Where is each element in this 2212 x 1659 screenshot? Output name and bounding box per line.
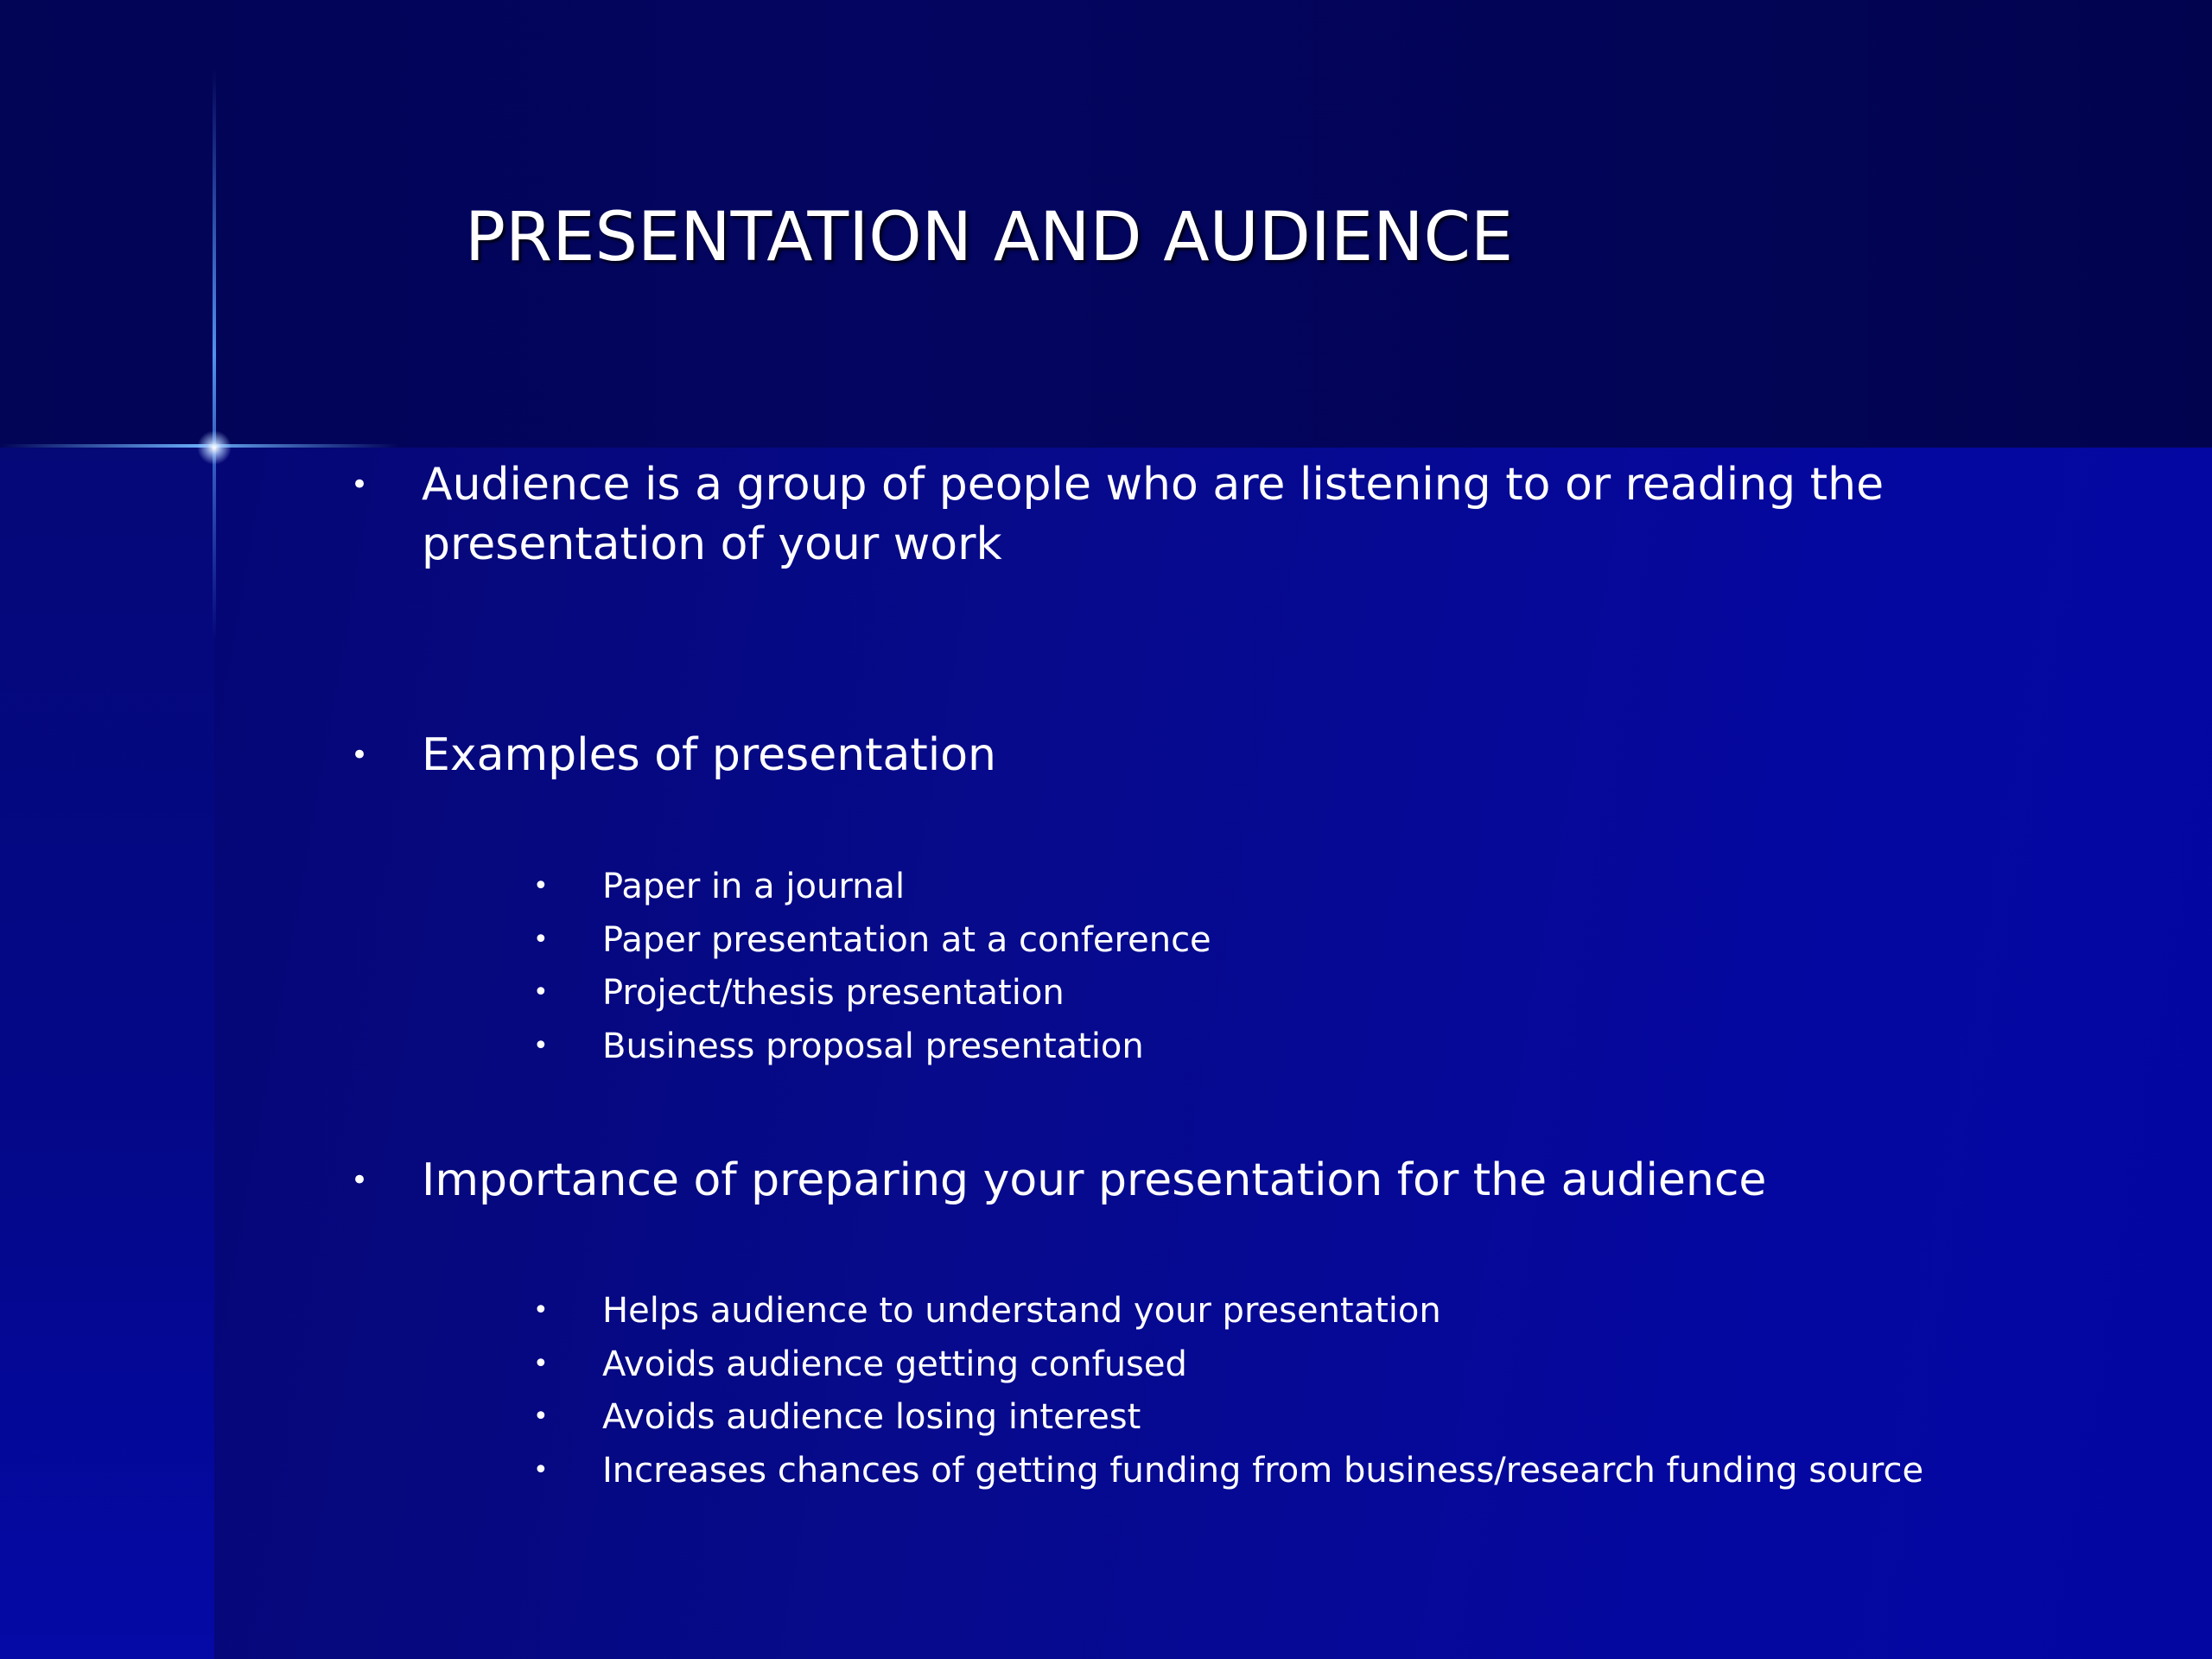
sub-bullet-text: Paper in a journal <box>602 867 906 906</box>
bullet-icon: • <box>351 467 369 502</box>
bullet-icon: • <box>533 1031 549 1061</box>
sub-bullet-text: Helps audience to understand your presentation <box>602 1291 1441 1331</box>
bullet-icon: • <box>533 925 549 955</box>
sub-bullet-example <box>533 1020 1144 1073</box>
sub-bullet-text: Avoids audience getting confused <box>602 1344 1187 1384</box>
slide-title: PRESENTATION AND AUDIENCE <box>465 199 1514 276</box>
light-flare-core <box>197 430 232 465</box>
light-flare-vertical <box>213 69 216 639</box>
bullet-icon: • <box>533 1349 549 1379</box>
bullet-text: Examples of presentation <box>422 729 997 781</box>
bullet-icon: • <box>351 1163 369 1198</box>
sub-bullet-importance <box>533 1338 1187 1391</box>
bullet-icon: • <box>533 1295 549 1325</box>
sub-bullet-importance <box>533 1444 1924 1497</box>
sub-bullet-importance <box>533 1284 1441 1338</box>
bullet-icon: • <box>351 738 369 772</box>
bullet-icon: • <box>533 977 549 1007</box>
bullet-audience-definition <box>351 455 1908 575</box>
bullet-text: Importance of preparing your presentation for the audience <box>422 1154 1767 1206</box>
bullet-examples-heading <box>351 726 1908 785</box>
sub-bullet-text: Paper presentation at a conference <box>602 920 1211 960</box>
sub-bullet-text: Increases chances of getting funding from business/research funding source <box>602 1451 1924 1491</box>
sub-bullet-example <box>533 860 906 913</box>
bullet-importance-heading <box>351 1151 1908 1211</box>
sub-bullet-text: Business proposal presentation <box>602 1027 1144 1066</box>
sub-bullet-text: Project/thesis presentation <box>602 973 1065 1013</box>
sub-bullet-example <box>533 913 1211 967</box>
left-accent-band <box>0 448 214 1659</box>
sub-bullet-example <box>533 966 1065 1020</box>
bullet-icon: • <box>533 1402 549 1432</box>
bullet-text: Audience is a group of people who are listening to or reading the presentation of your work <box>422 459 1885 570</box>
bullet-icon: • <box>533 871 549 901</box>
sub-bullet-text: Avoids audience losing interest <box>602 1397 1141 1437</box>
bullet-icon: • <box>533 1455 549 1485</box>
sub-bullet-importance <box>533 1390 1141 1444</box>
